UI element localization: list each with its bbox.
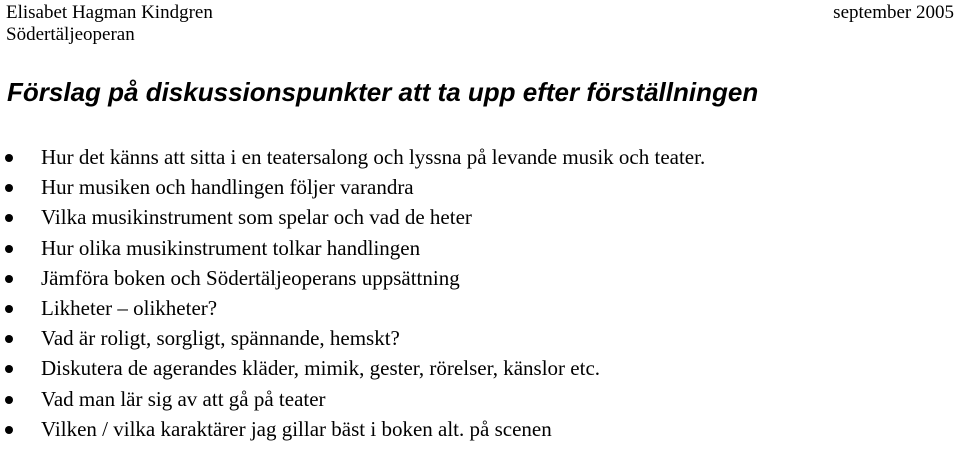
list-item [0,202,705,232]
bullet-icon [5,245,13,253]
list-item [0,263,705,293]
list-item [0,233,705,263]
list-item [0,172,705,202]
bullet-icon [5,396,13,404]
list-item [0,414,705,444]
list-item-text: Vilka musikinstrument som spelar och vad de heter [41,205,472,230]
list-item-text: Hur musiken och handlingen följer varandra [41,175,414,200]
document-title: Förslag på diskussionspunkter att ta upp efter förställningen [7,77,759,107]
list-item [0,293,705,323]
list-item-text: Vilken / vilka karaktärer jag gillar bäst i boken alt. på scenen [41,416,552,441]
list-item [0,384,705,414]
list-item-text: Jämföra boken och Södertäljeoperans uppsättning [41,265,460,290]
list-item [0,323,705,353]
list-item-text: Hur det känns att sitta i en teatersalong och lyssna på levande musik och teater. [41,145,706,169]
organization-name: Södertäljeoperan [6,24,135,45]
header-top-row [6,2,954,24]
discussion-points-list [0,142,705,444]
list-item-text: Vad man lär sig av att gå på teater [41,386,326,411]
list-item [0,353,705,383]
bullet-icon [5,365,13,373]
list-item-text: Vad är roligt, sorgligt, spännande, hemskt? [41,326,400,351]
list-item-text: Hur olika musikinstrument tolkar handlingen [41,235,421,260]
bullet-icon [5,184,13,192]
document-date: september 2005 [833,2,954,23]
author-name: Elisabet Hagman Kindgren [6,2,213,23]
bullet-icon [5,214,13,222]
list-item [0,142,705,172]
bullet-icon [5,426,13,434]
list-item-text: Diskutera de agerandes kläder, mimik, gester, rörelser, känslor etc. [41,356,601,381]
page-header [6,2,954,46]
bullet-icon [5,275,13,283]
bullet-icon [5,154,13,162]
bullet-icon [5,305,13,313]
list-item-text: Likheter – olikheter? [41,296,218,321]
bullet-icon [5,335,13,343]
